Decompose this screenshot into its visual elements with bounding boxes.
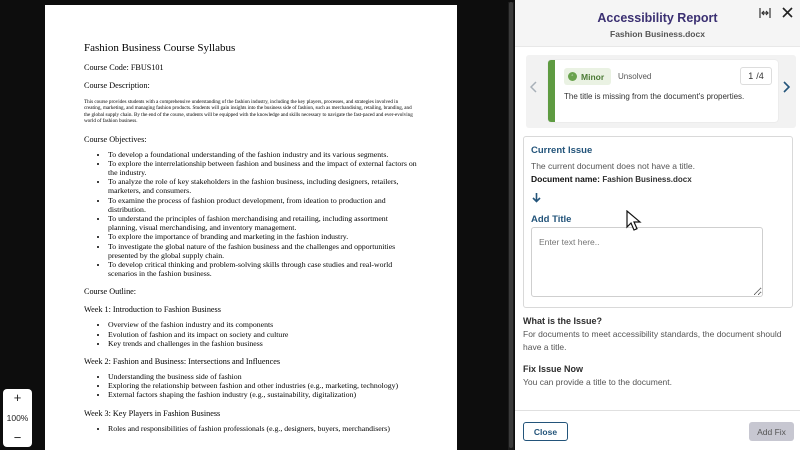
list-item: • To analyze the role of key stakeholders in the fashion business, including designers, retailers, marketers, and consumers. <box>108 177 417 195</box>
list-item: • To develop critical thinking and problem-solving skills through case studies and real-world scenarios in the fashion business. <box>108 260 417 278</box>
panel-subtitle: Fashion Business.docx <box>610 29 705 39</box>
what-issue-heading: What is the Issue? <box>523 316 603 326</box>
fix-issue-text: You can provide a title to the document. <box>523 377 673 387</box>
title-input[interactable] <box>531 227 763 297</box>
doc-outline-heading: Course Outline: <box>84 287 137 297</box>
mouse-pointer-icon <box>626 210 644 237</box>
what-issue-text: For documents to meet accessibility standards, the document should have a title. <box>523 329 782 352</box>
add-fix-button[interactable]: Add Fix <box>749 422 794 441</box>
severity-bar <box>548 60 555 122</box>
panel-footer <box>515 410 800 450</box>
dock-panel-icon[interactable] <box>759 7 771 22</box>
list-item: • To explore the importance of branding and marketing in the fashion industry. <box>108 232 417 241</box>
current-issue-description: The current document does not have a title. <box>531 161 695 171</box>
panel-header <box>515 0 800 47</box>
doc-week3-list <box>84 424 417 433</box>
doc-week2-heading: Week 2: Fashion and Business: Intersections and Influences <box>84 357 281 367</box>
doc-course-code: Course Code: FBUS101 <box>84 63 164 72</box>
list-item: • External factors shaping the fashion industry (e.g., sustainability, digitalization) <box>108 390 417 399</box>
list-item: • To examine the process of fashion product development, from ideation to production and distribution. <box>108 196 417 214</box>
close-button[interactable]: Close <box>523 422 568 441</box>
close-icon[interactable] <box>782 7 793 21</box>
document-page <box>45 5 457 450</box>
next-issue-button[interactable] <box>782 80 790 97</box>
list-item: • To explore the interrelationship between fashion and business and the impact of external factors on the industry. <box>108 159 417 177</box>
doc-objectives-list <box>84 150 417 279</box>
issue-carousel <box>526 55 796 128</box>
status-badge: Unsolved <box>618 72 652 81</box>
arrow-down-icon <box>532 193 541 206</box>
issue-card[interactable] <box>548 60 778 122</box>
document-name-value: Fashion Business.docx <box>602 175 692 184</box>
doc-week1-heading: Week 1: Introduction to Fashion Business <box>84 305 221 315</box>
list-item: • Evolution of fashion and its impact on society and culture <box>108 330 417 339</box>
list-item: • Overview of the fashion industry and its components <box>108 320 417 329</box>
severity-label: Minor <box>581 71 605 82</box>
doc-description: This course provides students with a comprehensive understanding of the fashion industry, including the key players, processes, and strategies involved in creating, marketing, and managing fashion products. Students will gain insights into the business side of fashion, such as merchandising, retailing, branding, and the global supply chain. By the end of the course, students will be equipped with the knowledge and skills necessary to navigate the fast-paced and ever-evolving world of fashion business. <box>84 99 413 125</box>
severity-badge <box>564 68 611 85</box>
zoom-level: 100% <box>6 413 29 423</box>
zoom-control <box>3 389 32 447</box>
zoom-in-button[interactable]: + <box>13 390 22 405</box>
doc-week2-list <box>84 372 417 400</box>
list-item: • To develop a foundational understanding of the fashion industry and its various segments. <box>108 150 417 159</box>
chevron-right-icon <box>782 81 790 93</box>
zoom-out-button[interactable]: − <box>13 430 22 445</box>
issue-description: The title is missing from the document's properties. <box>564 92 745 101</box>
document-name-label: Document name: <box>531 174 600 184</box>
document-scrollbar[interactable] <box>508 2 514 450</box>
list-item: • Roles and responsibilities of fashion professionals (e.g., designers, buyers, merchandisers) <box>108 424 417 433</box>
current-issue-box <box>523 136 793 308</box>
add-title-heading: Add Title <box>531 214 572 225</box>
list-item: • Understanding the business side of fashion <box>108 372 417 381</box>
doc-week1-list <box>84 320 417 348</box>
doc-week3-heading: Week 3: Key Players in Fashion Business <box>84 408 221 418</box>
panel-title: Accessibility Report <box>597 11 718 25</box>
scrollbar-thumb[interactable] <box>509 2 513 448</box>
document-name-row <box>531 174 692 184</box>
minor-severity-icon: ◦ <box>568 72 577 81</box>
doc-description-heading: Course Description: <box>84 81 150 90</box>
previous-issue-button[interactable] <box>530 80 538 97</box>
issue-counter-current[interactable]: 1 <box>748 71 754 81</box>
issue-counter <box>740 67 772 85</box>
list-item: • To investigate the global nature of the fashion business and the challenges and opportunities presented by the global supply chain. <box>108 242 417 260</box>
doc-title: Fashion Business Course Syllabus <box>84 42 236 54</box>
fix-issue-heading: Fix Issue Now <box>523 364 584 374</box>
accessibility-panel <box>515 0 800 450</box>
list-item: • Key trends and challenges in the fashion business <box>108 339 417 348</box>
list-item: • Exploring the relationship between fashion and other industries (e.g., marketing, technology) <box>108 381 417 390</box>
issue-counter-total: /4 <box>756 71 764 81</box>
chevron-left-icon <box>530 81 538 93</box>
list-item: • To understand the principles of fashion merchandising and retailing, including assortment planning, visual merchandising, and inventory management. <box>108 214 417 232</box>
current-issue-heading: Current Issue <box>531 145 593 156</box>
doc-objectives-heading: Course Objectives: <box>84 134 147 144</box>
